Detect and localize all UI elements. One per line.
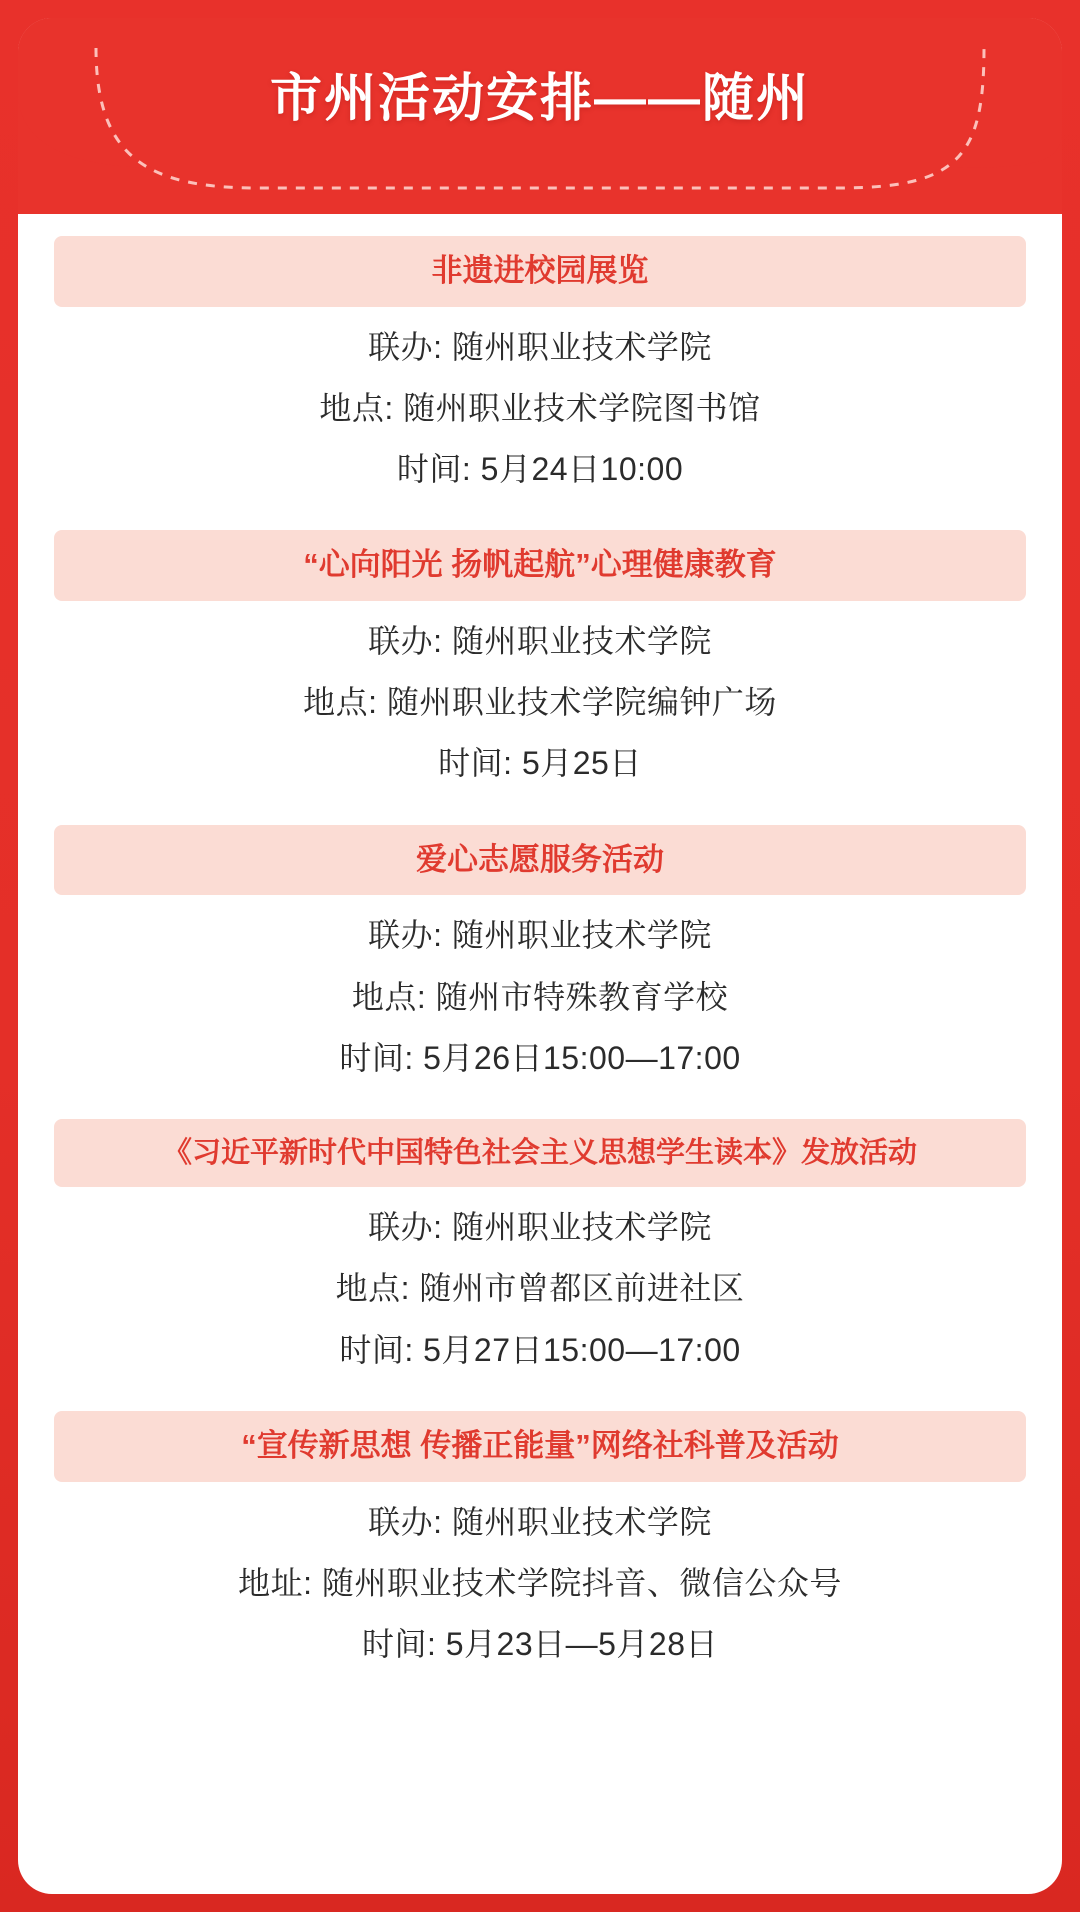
- event-details: [54, 1187, 1026, 1381]
- event-item: [54, 530, 1026, 794]
- header-banner: [18, 18, 1062, 214]
- event-title: 非遗进校园展览: [54, 236, 1026, 307]
- event-detail-line: 联办: 随州职业技术学院: [368, 1209, 712, 1246]
- event-detail-line: 时间: 5月25日: [438, 745, 642, 782]
- event-details: [54, 1482, 1026, 1676]
- event-detail-line: 时间: 5月24日10:00: [396, 451, 684, 488]
- page-title: 市州活动安排——随州: [269, 69, 810, 128]
- poster-card: [18, 18, 1062, 1894]
- event-details: [54, 601, 1026, 795]
- event-title: “心向阳光 扬帆起航”心理健康教育: [54, 530, 1026, 601]
- events-list: [18, 236, 1062, 1675]
- event-detail-line: 联办: 随州职业技术学院: [368, 917, 712, 954]
- event-detail-line: 地点: 随州职业技术学院图书馆: [319, 389, 761, 426]
- event-detail-line: 联办: 随州职业技术学院: [368, 1503, 712, 1540]
- event-detail-line: 联办: 随州职业技术学院: [368, 328, 712, 365]
- event-detail-line: 地点: 随州市特殊教育学校: [351, 978, 729, 1015]
- event-detail-line: 地点: 随州市曾都区前进社区: [335, 1270, 745, 1307]
- event-item: [54, 825, 1026, 1089]
- event-title: “宣传新思想 传播正能量”网络社科普及活动: [54, 1411, 1026, 1482]
- event-detail-line: 时间: 5月26日15:00—17:00: [339, 1039, 741, 1076]
- event-detail-line: 联办: 随州职业技术学院: [368, 623, 712, 660]
- event-detail-line: 时间: 5月23日—5月28日: [361, 1625, 719, 1662]
- event-details: [54, 895, 1026, 1089]
- event-detail-line: 地点: 随州职业技术学院编钟广场: [303, 684, 777, 721]
- event-title: 爱心志愿服务活动: [54, 825, 1026, 896]
- event-detail-line: 地址: 随州职业技术学院抖音、微信公众号: [238, 1564, 842, 1601]
- event-item: [54, 1411, 1026, 1675]
- event-details: [54, 307, 1026, 501]
- event-item: [54, 1119, 1026, 1381]
- event-detail-line: 时间: 5月27日15:00—17:00: [339, 1331, 741, 1368]
- event-title: 《习近平新时代中国特色社会主义思想学生读本》发放活动: [54, 1119, 1026, 1187]
- event-item: [54, 236, 1026, 500]
